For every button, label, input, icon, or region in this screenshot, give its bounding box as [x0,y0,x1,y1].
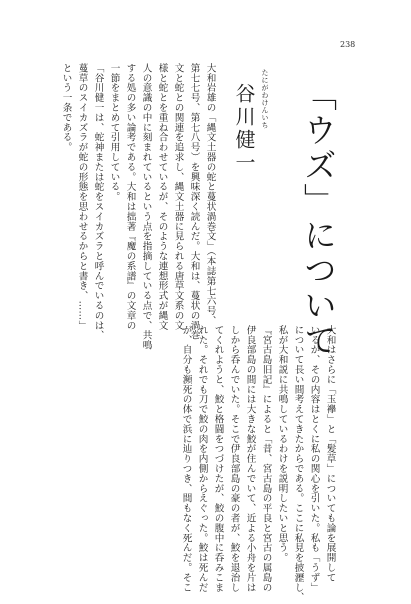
lower-text-column-10: が、自分も瀕死の体で浜に辿りつき、間もなく死んだ。そこ [180,325,192,593]
lower-text-column-1: 大和はさらに「玉襷」と「髪草」についても論を展開して [324,325,336,583]
article-title: 「ウズ」について [299,78,338,358]
upper-text-column-7: 一節をまとめて引用している。 [108,63,120,202]
upper-text-column-8: 「谷川健一は、蛇神または蛇をスイカズラと呼んでいるのは、 [92,63,104,341]
lower-text-column-7: しから呑んでいた。そこで伊良部島の豪の者が、鮫を退治し [228,325,240,593]
lower-text-column-4: 私が大和説に共鳴しているわけを説明したいと思う。 [276,325,288,563]
lower-text-column-9: れた。それでも刀で鮫の肉を内側からえぐった。鮫は死んだ [196,325,208,593]
lower-text-column-5: 『宮古島旧記』によると「昔、宮古島の平良と宮古の属島の [260,325,272,593]
lower-text-column-6: 伊良部島の間には大きな鮫が住んでいて、近よる小舟を片は [244,325,256,593]
upper-text-column-2: 第七七号、第七八号）を興味深く読んだ。大和は、蔓状の渦巻 [188,63,200,341]
author-name: 谷川健一 [232,83,256,175]
upper-text-column-10: という一条である。 [60,63,72,153]
upper-text-column-1: 大和岩雄の「縄文土器の蛇と蔓状渦巻文」（本誌第七六号、 [204,63,216,326]
upper-text-column-9: 蔓草のスイカズラが蛇の形態を思わせるからと書き、……」 [76,63,88,331]
author-name-ruby: たにがわけんいち [261,69,269,129]
upper-text-column-3: 文と蛇との関連を追求し、縄文土器に見られる唐草文系の文 [172,63,184,331]
upper-text-column-5: 人の意識の中に刻まれているという点を指摘している点で、共鳴 [140,63,152,351]
page-number: 238 [340,40,356,49]
lower-text-column-8: てくれようと、鮫と格闘をつづけたが、鮫の腹中に呑みこま [212,325,224,593]
upper-text-column-4: 様と蛇とを重ね合わせているが、そのような連想形式が縄文 [156,63,168,331]
upper-text-column-6: する処の多い論考である。大和は拙著『魔の系譜』の文章の [124,63,136,331]
lower-text-column-2: いるが、その内容はとくに私の関心を引いた。私も「うず」 [308,325,320,593]
lower-text-column-3: について長い間考えてきたからである。ここに私見を披瀝し、 [292,325,304,603]
